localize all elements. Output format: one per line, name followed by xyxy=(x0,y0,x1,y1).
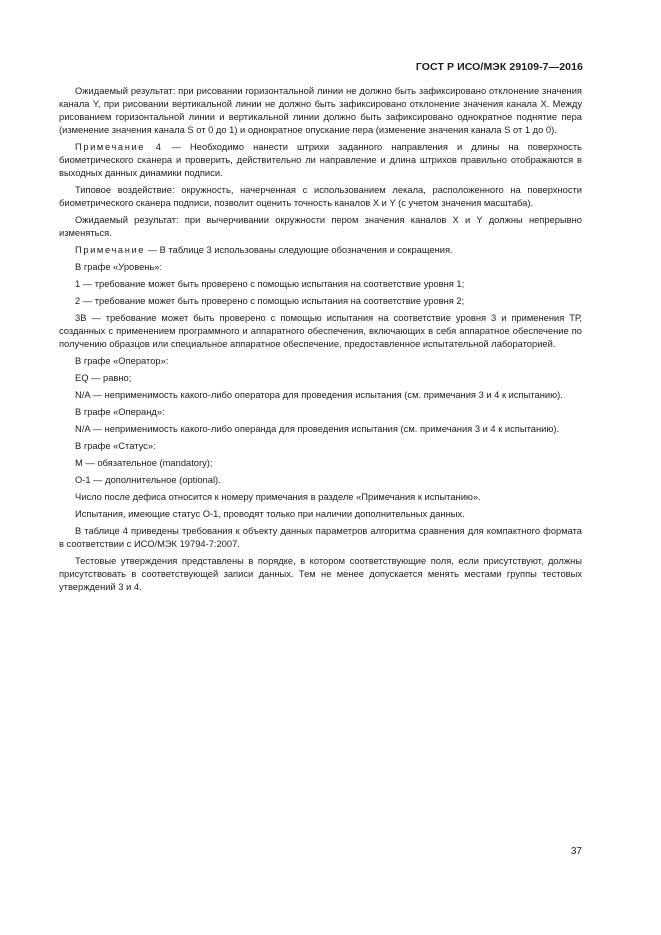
document-body xyxy=(59,85,582,598)
note-text: — Необходимо нанести штрихи заданного направления и длины на поверхность биометрического сканера и проверить, действительно ли направление и длина штрихов правильно отображаются в выходных данных динамики подписи. xyxy=(59,142,582,178)
note-label: Примечание xyxy=(75,245,146,255)
paragraph: В графе «Уровень»: xyxy=(75,262,163,272)
note-paragraph xyxy=(59,244,582,257)
paragraph: EQ — равно; xyxy=(75,373,132,383)
paragraph: М — обязательное (mandatory); xyxy=(75,458,213,468)
paragraph: Типовое воздействие: окружность, начерченная с использованием лекала, расположенного на поверхности биометрического сканера подписи, позволит оценить точность каналов X и Y (с учетом значения масштаба). xyxy=(59,185,582,208)
paragraph: В графе «Оператор»: xyxy=(75,356,169,366)
paragraph: В графе «Операнд»: xyxy=(75,407,165,417)
paragraph: Тестовые утверждения представлены в порядке, в котором соответствующие поля, если присутствуют, должны присутствовать в соответствующей записи данных. Тем не менее допускается менять местами группы тестовых утверждений 3 и 4. xyxy=(59,556,582,592)
paragraph: В графе «Статус»: xyxy=(75,441,156,451)
paragraph: Ожидаемый результат: при рисовании горизонтальной линии не должно быть зафиксировано отклонение значения канала Y, при рисовании вертикальной линии не должно быть зафиксировано отклонение значения канала X. Между рисованием горизонтальной линии и вертикальной линии должно быть зафиксировано однократное поднятие пера (изменение значения канала S от 0 до 1) и однократное опускание пера (изменение значения канала S от 1 до 0). xyxy=(59,86,582,135)
note-label: Примечание 4 xyxy=(75,142,163,152)
note-text: — В таблице 3 использованы следующие обозначения и сокращения. xyxy=(147,245,453,255)
paragraph: 1 — требование может быть проверено с помощью испытания на соответствие уровня 1; xyxy=(75,279,465,289)
paragraph: Ожидаемый результат: при вычерчивании окружности пером значения каналов X и Y должны непрерывно изменяться. xyxy=(59,215,582,238)
paragraph: Испытания, имеющие статус О-1, проводят только при наличии дополнительных данных. xyxy=(75,509,465,519)
paragraph: N/A — неприменимость какого-либо операнда для проведения испытания (см. примечания 3 и 4 к испытанию). xyxy=(75,424,560,434)
note-paragraph xyxy=(59,141,582,180)
paragraph: О-1 — дополнительное (optional). xyxy=(75,475,221,485)
paragraph: N/A — неприменимость какого-либо оператора для проведения испытания (см. примечания 3 и 4 к испытанию). xyxy=(75,390,563,400)
paragraph: 3В — требование может быть проверено с помощью испытания на соответствие уровня 3 и применения ТР, созданных с применением программного и аппаратного обеспечения, включающих в себя аппаратное обеспечение по получению образцов или специальное аппаратное обеспечение, предоставленное испытательной лабораторией. xyxy=(59,313,582,349)
paragraph: Число после дефиса относится к номеру примечания в разделе «Примечания к испытанию». xyxy=(75,492,481,502)
standard-header: ГОСТ Р ИСО/МЭК 29109-7—2016 xyxy=(415,61,583,73)
paragraph: 2 — требование может быть проверено с помощью испытания на соответствие уровня 2; xyxy=(75,296,465,306)
page-number: 37 xyxy=(570,846,582,857)
paragraph: В таблице 4 приведены требования к объекту данных параметров алгоритма сравнения для компактного формата в соответствии с ИСО/МЭК 19794-7:2007. xyxy=(59,526,582,549)
